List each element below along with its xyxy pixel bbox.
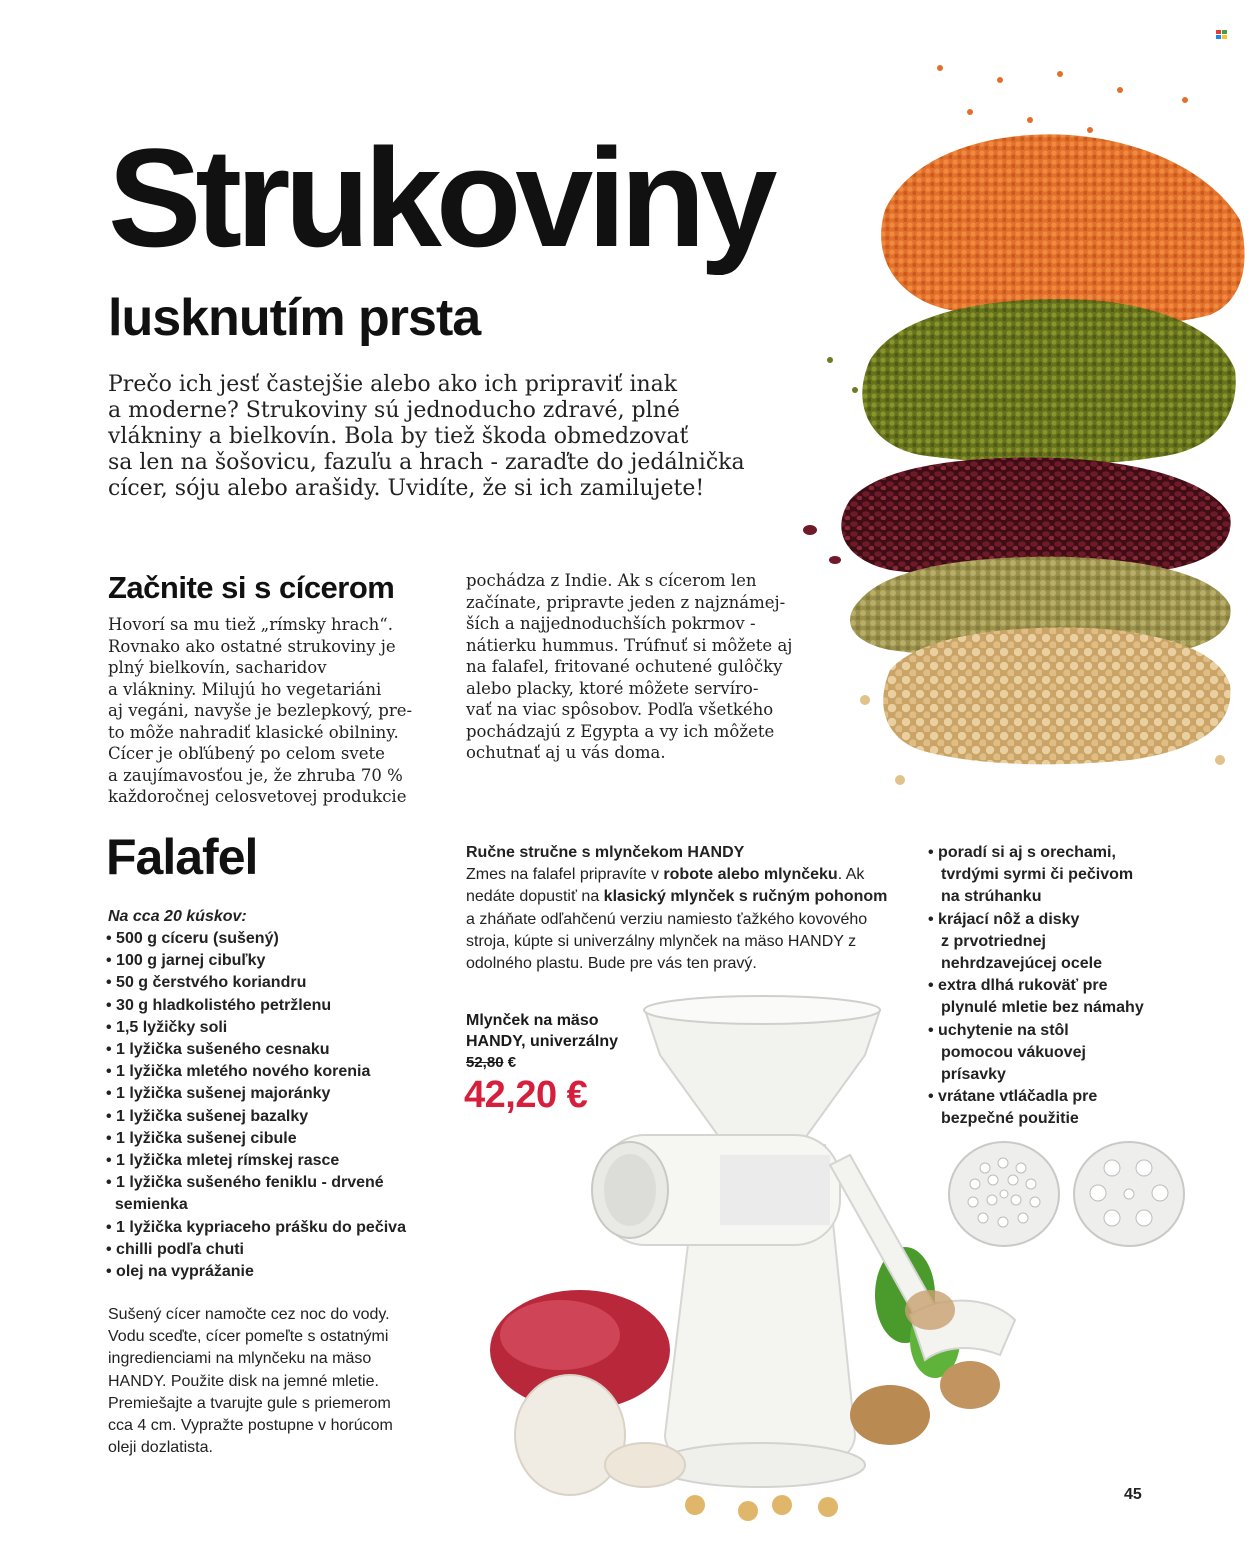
ingredients-list [106, 928, 406, 1283]
text-run-bold: robote alebo mlynčeku [663, 866, 838, 884]
text-line: a vlákniny. Milujú ho vegetariáni [108, 679, 382, 699]
feature-line: z prvotriednej [941, 932, 1046, 950]
old-price-value: 52,80 [466, 1054, 504, 1071]
brand-logo-icon [1216, 30, 1228, 40]
text-line: Sušený cícer namočte cez noc do vody. [108, 1306, 390, 1323]
chickpea-column-2 [466, 570, 792, 764]
text-line [466, 886, 887, 908]
feature-line: • extra dlhá rukoväť pre [928, 977, 1108, 995]
text-line: Vodu sceďte, cícer pomeľte s ostatnými [108, 1328, 389, 1346]
text-line: začínate, pripravte jeden z najznámej- [466, 592, 786, 612]
ingredient-item: • 1 lyžička kypriaceho prášku do pečiva [106, 1218, 406, 1236]
text-line: nátierku hummus. Trúfnuť si môžete aj [466, 635, 793, 655]
text-line: odolného plastu. Bude pre vás ten pravý. [466, 955, 757, 973]
text-line: ingredienciami na mlynčeku na mäso [108, 1350, 372, 1368]
falafel-heading: Falafel [106, 829, 258, 885]
text-line: každoročnej celosvetovej produkcie [108, 787, 407, 806]
text-line: ochutnať aj u vás doma. [466, 743, 666, 762]
servings-label: Na cca 20 kúskov: [108, 908, 247, 925]
ingredient-item: • 1 lyžička sušenej cibule [106, 1129, 297, 1147]
text-run: . Ak [837, 866, 865, 884]
text-line: to môže nahradiť klasické obilniny. [108, 722, 399, 742]
page-title: Strukoviny [108, 119, 772, 276]
ingredient-item: • 1 lyžička sušenej majoránky [106, 1085, 331, 1103]
current-price: 42,20 € [464, 1074, 588, 1116]
text-line: stroja, kúpte si univerzálny mlynček na mäso HANDY z [466, 932, 857, 950]
chickpea-heading: Začnite si s cícerom [108, 570, 395, 605]
text-line: HANDY, univerzálny [466, 1033, 619, 1050]
text-line: Mlynček na mäso [466, 1012, 599, 1029]
grinder-disc-fine-image [945, 1138, 1063, 1250]
ingredient-item: • 1,5 lyžičky soli [106, 1018, 228, 1036]
intro-line: Prečo ich jesť častejšie alebo ako ich pripraviť inak [108, 372, 678, 397]
text-line: oleji dozlatista. [108, 1439, 213, 1457]
text-run: Zmes na falafel pripravíte v [466, 866, 664, 884]
old-price-currency: € [507, 1054, 517, 1071]
ingredient-item: • 1 lyžička sušeného feniklu - drvené [106, 1174, 384, 1192]
feature-line: nehrdzavejúcej ocele [941, 955, 1102, 973]
ingredient-item: • 1 lyžička sušeného cesnaku [106, 1041, 330, 1059]
text-line: a zaujímavosťou je, že zhruba 70 % [108, 765, 403, 785]
feature-line: plynulé mletie bez námahy [941, 999, 1144, 1017]
text-line: na falafel, fritované ochutené gulôčky [466, 657, 783, 676]
method-paragraph [108, 1304, 393, 1459]
intro-line: cícer, sóju alebo arašidy. Uvidíte, že si ich zamilujete! [108, 476, 705, 501]
ingredient-item: • olej na vyprážanie [106, 1263, 254, 1281]
grinder-disc-coarse-image [1070, 1138, 1188, 1250]
ingredient-item: • 1 lyžička mletej rímskej rasce [106, 1152, 340, 1170]
text-line: plný bielkovín, sacharidov [108, 658, 327, 677]
text-line: Cícer je obľúbený po celom svete [108, 744, 385, 763]
ingredient-item: semienka [106, 1196, 188, 1214]
feature-line: pomocou vákuovej [941, 1043, 1086, 1061]
intro-line: vlákniny a bielkovín. Bola by tiež škoda obmedzovať [108, 424, 689, 449]
legumes-image [790, 60, 1250, 820]
text-line: a zháňate odľahčenú verziu namiesto ťažkého kovového [466, 910, 868, 928]
feature-line: prísavky [941, 1066, 1006, 1084]
page-number: 45 [1124, 1486, 1142, 1503]
text-line: pochádzajú z Egypta a vy ich môžete [466, 721, 775, 741]
intro-line: a moderne? Strukoviny sú jednoducho zdravé, plné [108, 398, 680, 423]
text-line: alebo placky, ktoré môžete servíro- [466, 678, 759, 698]
grinder-heading: Ručne stručne s mlynčekom HANDY [466, 844, 745, 861]
text-line: vať na viac spôsobov. Podľa všetkého [466, 700, 774, 719]
feature-line: na strúhanku [941, 888, 1042, 906]
text-run-bold: klasický mlynček s ručným pohonom [603, 888, 888, 906]
text-line: aj vegáni, navyše je bezlepkový, pre- [108, 701, 413, 720]
ingredient-item: • 1 lyžička sušenej bazalky [106, 1107, 309, 1125]
ingredient-item: • 1 lyžička mletého nového korenia [106, 1063, 371, 1081]
ingredient-item: • 50 g čerstvého koriandru [106, 974, 307, 992]
old-price [466, 1054, 516, 1071]
feature-line: • krájací nôž a disky [928, 910, 1080, 928]
feature-line: • uchytenie na stôl [928, 1021, 1069, 1039]
text-line: cca 4 cm. Vypražte postupne v horúcom [108, 1417, 393, 1435]
product-name [466, 1010, 618, 1052]
chickpea-column-1 [108, 614, 412, 808]
page-subtitle: lusknutím prsta [108, 289, 481, 347]
ingredient-item: • 100 g jarnej cibuľky [106, 952, 266, 970]
intro-paragraph [108, 372, 848, 502]
text-line: HANDY. Použite disk na jemné mletie. [108, 1372, 379, 1390]
feature-line: • poradí si aj s orechami, [928, 844, 1116, 861]
ingredient-item: • 30 g hladkolistého petržlenu [106, 996, 332, 1014]
feature-line: • vrátane vtláčadla pre [928, 1088, 1098, 1106]
feature-line: bezpečné použitie [941, 1110, 1079, 1128]
text-line: ších a najjednoduchších pokrmov - [466, 614, 756, 633]
text-line [466, 864, 887, 886]
intro-line: sa len na šošovicu, fazuľu a hrach - zaraďte do jedálnička [108, 450, 745, 475]
ingredient-item: • chilli podľa chuti [106, 1240, 244, 1258]
text-run: nedáte dopustiť na [466, 888, 604, 906]
text-line: Hovorí sa mu tiež „rímsky hrach“. [108, 615, 393, 634]
grinder-description [466, 842, 887, 975]
text-line: pochádza z Indie. Ak s cícerom len [466, 571, 757, 590]
ingredient-item: • 500 g cíceru (sušený) [106, 930, 279, 947]
text-line: Premiešajte a tvarujte gule s priemerom [108, 1394, 391, 1412]
text-line: Rovnako ako ostatné strukoviny je [108, 636, 396, 656]
feature-line: tvrdými syrmi či pečivom [941, 866, 1134, 884]
